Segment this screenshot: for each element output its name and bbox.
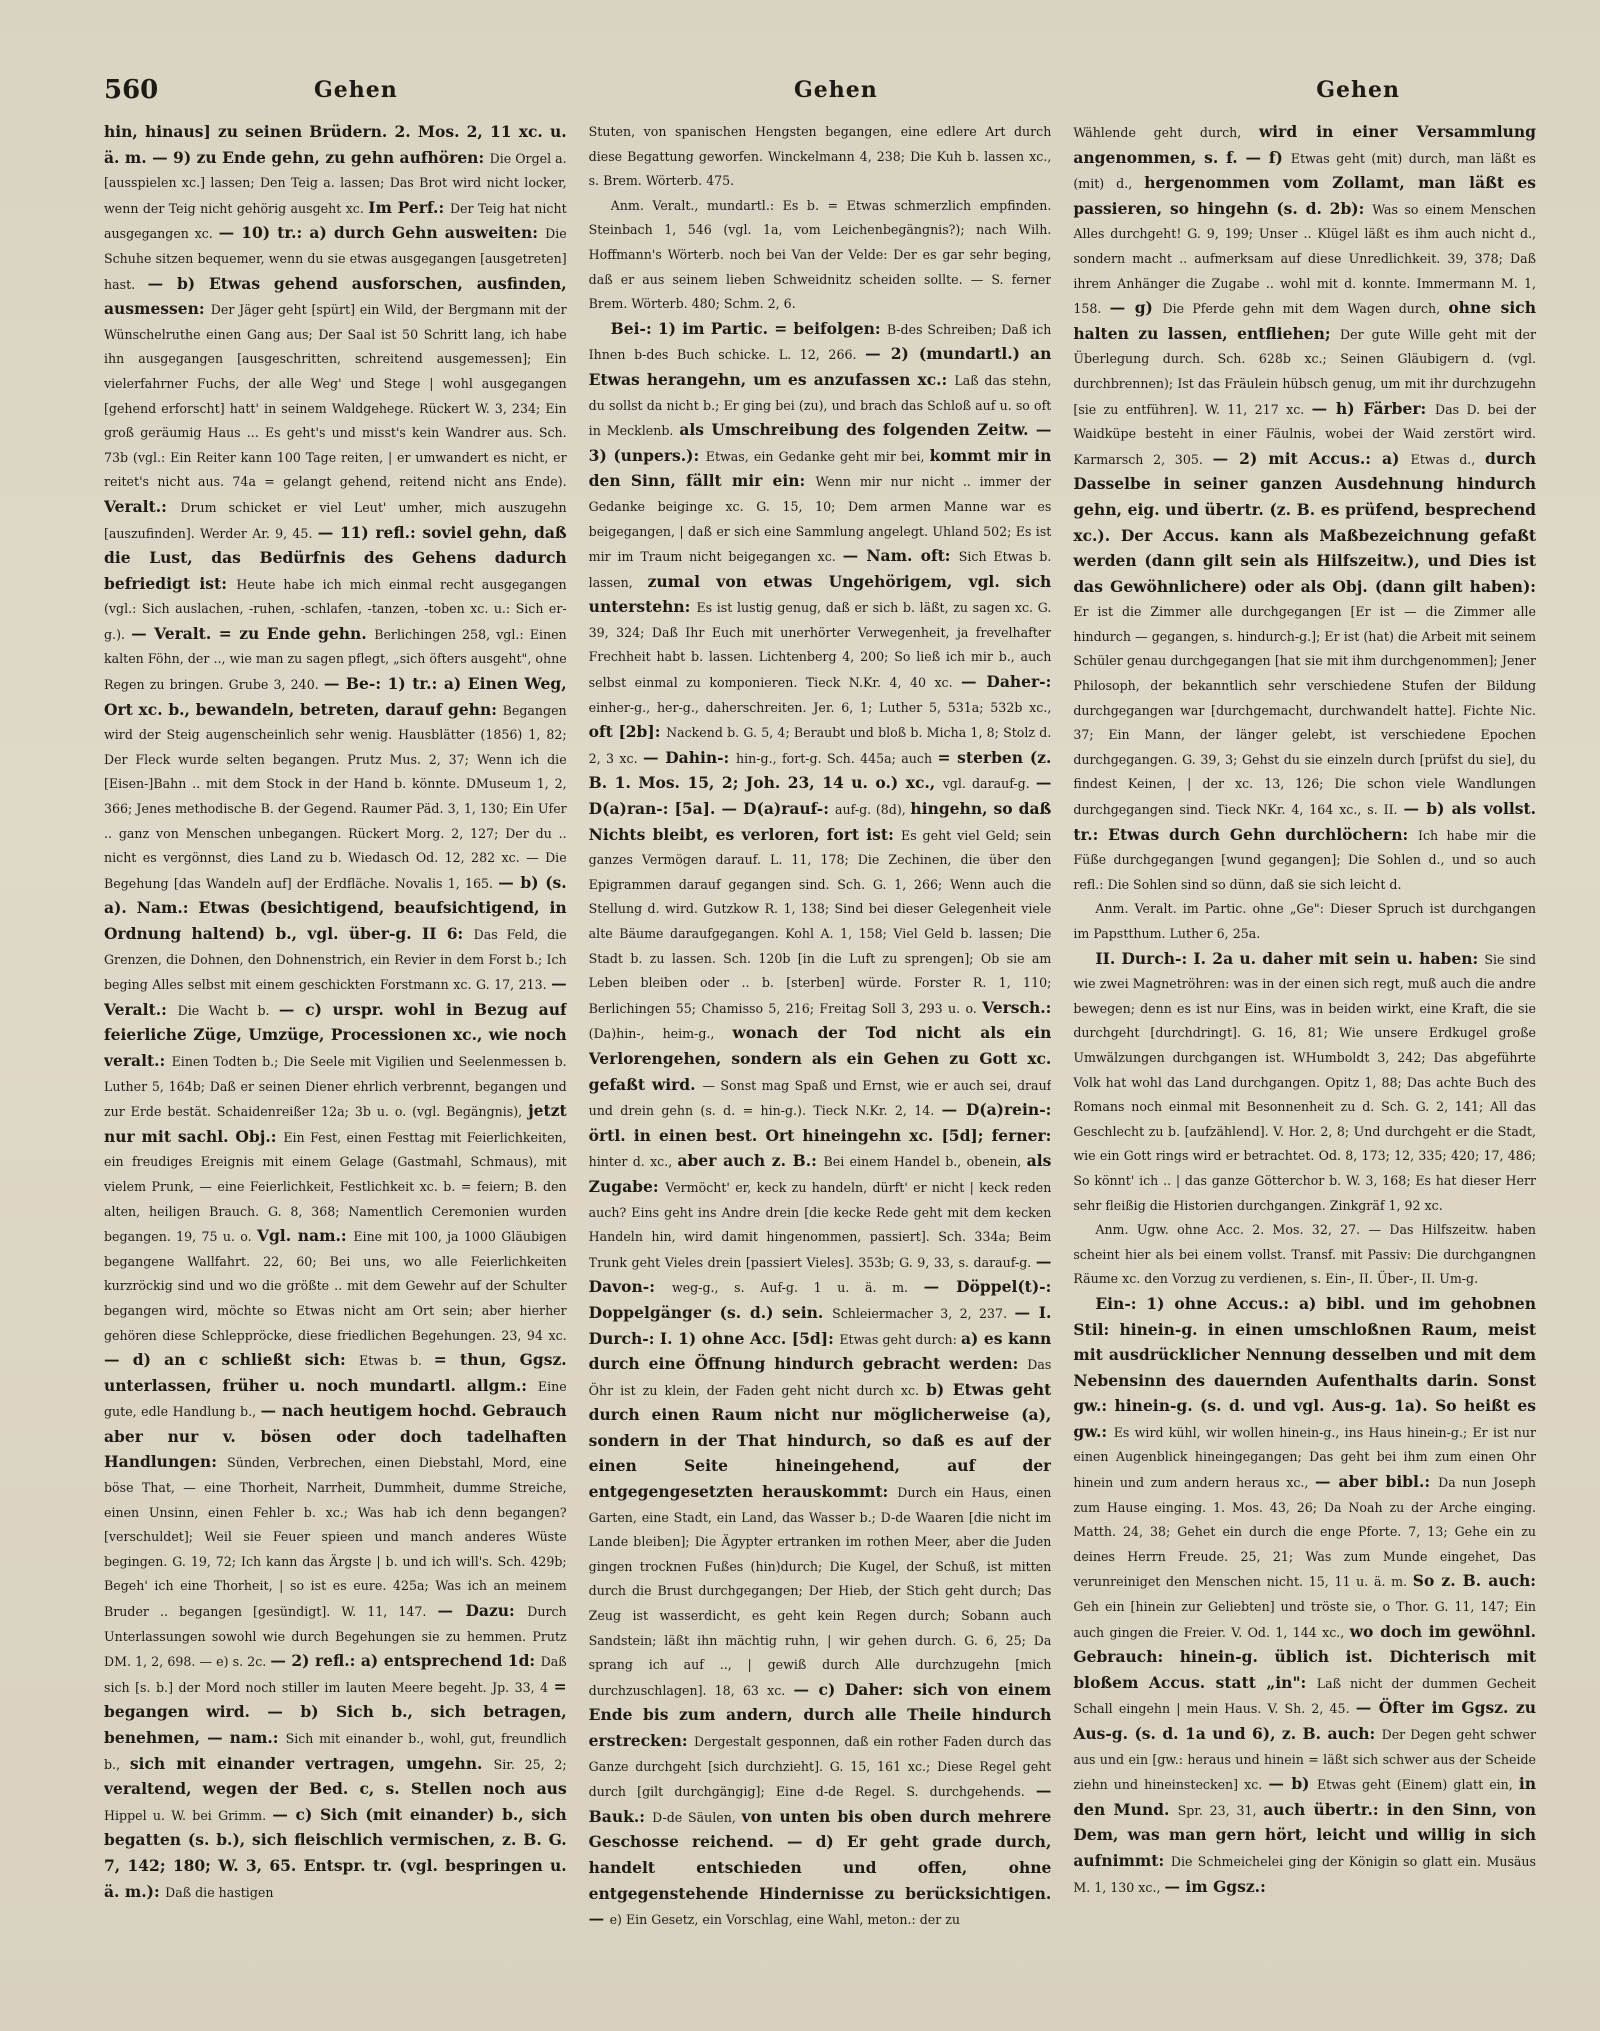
definition-text: Vgl. nam.: (256, 1226, 354, 1246)
definition-text: — Daher-: (961, 672, 1052, 692)
page-number: 560 (104, 75, 159, 105)
citation-text: Was so einem Menschen Alles durchgeht! G. 9, 199; Unser .. Klügel läßt es ihm auch nicht d., sondern macht .. aufmerksam auf diese Unredlichkeit. 39, 378; Daß ihrem Anhänger die Zugabe .. wohl mit d. konnte. Immermann M. 1, 158. (1073, 201, 1537, 317)
definition-text: — 2) refl.: a) entsprechend 1d: (270, 1651, 541, 1671)
citation-text: Der Teig hat nicht ausgegangen xc. (104, 200, 567, 242)
definition-text: jetzt nur mit sachl. Obj.: (104, 1101, 567, 1146)
definition-text: — 11) refl.: soviel gehn, daß die Lust, das Bedürfnis des Gehens dadurch befriedigt ist: (104, 522, 567, 593)
citation-text: B-des Schreiben; Daß ich Ihnen b-des Buch schicke. L. 12, 266. (588, 321, 1052, 363)
citation-text: Laß nicht der dummen Gecheit Schall eingehn | mein Haus. V. Sh. 2, 45. (1073, 1675, 1536, 1717)
definition-text: Im Perf.: (368, 197, 450, 217)
citation-text: Ein Fest, einen Festtag mit Feierlichkeiten, ein freudiges Ereignis mit einem Gelage (Gastmahl, Schmaus), mit vielem Prunk, — eine Feierlichkeit, Festlichkeit xc. b. = feiern; B. den alten, heiligen Brauch. G. 8, 368; Namentlich Ceremonien wurden begangen. 19, 75 u. o. (104, 1129, 567, 1245)
definition-text: — Dahin-: (642, 747, 737, 767)
citation-text: hin-g., fort-g. Sch. 445a; auch (736, 750, 938, 766)
citation-text: Sünden, Verbrechen, einen Diebstahl, Mord, eine böse That, — eine Thorheit, Narrheit, Dummheit, dumme Streiche, einen Unsinn, einen Fehler b. xc.; Was hab ich denn begangen? [verschuldet]; Weil sie Feuer spieen und manch anderes Wüste begingen. G. 19, 72; Ich kann das Ärgste | b. und ich will's. Sch. 429b; Begeh' ich eine Thorheit, | so ist es eure. 425a; Was ich an meinem Bruder .. begangen [gesündigt]. W. 11, 147. (104, 1455, 567, 1620)
column-2 (589, 120, 1052, 2010)
definition-text: — I. Durch-: I. 1) ohne Acc. [5d]: (588, 1302, 1052, 1348)
text-columns (104, 120, 1536, 2010)
definition-text: a) es kann durch eine Öffnung hindurch gebracht werden: (588, 1328, 1052, 1374)
definition-text: — Veralt. = zu Ende gehn. (131, 623, 375, 643)
definition-text: sich mit einander vertragen, umgehn. (129, 1753, 494, 1773)
citation-text: Laß das stehn, du sollst da nicht b.; Er ging bei (zu), und brach das Schloß auf u. so oft in Mecklenb. (588, 372, 1052, 439)
definition-text: Veralt.: (104, 496, 181, 516)
citation-text: Etwas geht (mit) durch, man läßt es (mit) d., (1073, 150, 1537, 192)
citation-text: Das Öhr ist zu klein, der Faden geht nicht durch xc. (588, 1357, 1052, 1398)
citation-text: Etwas geht durch: (839, 1331, 961, 1347)
definition-text: — h) Färber: (1311, 398, 1436, 418)
definition-text: = begangen wird. — b) Sich b., sich betragen, benehmen, — nam.: (104, 1676, 567, 1747)
citation-text: Die Pferde gehn mit dem Wagen durch, (1162, 301, 1449, 317)
citation-text: Etwas d., (1410, 451, 1486, 467)
citation-text: Es ist lustig genug, daß er sich b. läßt, zu sagen xc. G. 39, 324; Daß Ihr Euch mit unerhörter Verwegenheit, ja frevelhafter Frechheit habt b. lassen. Lichtenberg 4, 200; So ließ ich mir b., auch selbst einmal zu komponieren. Tieck N.Kr. 4, 40 xc. (588, 600, 1052, 691)
definition-text: veraltend, wegen der Bed. c, s. Stellen noch aus (104, 1779, 567, 1799)
citation-text: Ich habe mir die Füße durchgegangen [wund gegangen]; Die Sohlen d., und so auch refl.: Die Sohlen sind so dünn, daß sie sich leicht d. (1073, 827, 1537, 892)
citation-text: Eine mit 100, ja 1000 Gläubigen begangene Wallfahrt. 22, 60; Bei uns, wo alle Feierlichkeiten kurzröckig sind und wo die größte .. mit dem Gewehr auf der Schulter begangen wird, möchte so Etwas nicht am Ort sein; aber hierher gehören diese Schleppröcke, diese friedlichen Begehungen. 23, 94 xc. (104, 1229, 567, 1343)
definition-text: — b) als vollst. tr.: Etwas durch Gehn durchlöchern: (1073, 799, 1537, 844)
definition-text: — 2) (mundartl.) an Etwas herangehn, um es anzufassen xc.: (588, 344, 1052, 389)
citation-text: Schleiermacher 3, 2, 237. (832, 1305, 1015, 1321)
citation-text: Wenn mir nur nicht .. immer der Gedanke beiginge xc. G. 15, 10; Dem armen Manne war es beigegangen, | daß er sich eine Sammlung angelegt. Uhland 502; Es ist mir im Traum nicht beigegangen xc. (588, 474, 1052, 565)
definition-text: von unten bis oben durch mehrere Geschosse reichend. — d) Er geht grade durch, handelt entschieden und offen, ohne entgegenstehende Hindernisse zu berücksichtigen. — (588, 1806, 1052, 1929)
definition-text: wonach der Tod nicht als ein Verlorengehen, sondern als ein Gehen zu Gott xc. gefaßt wird. (588, 1023, 1052, 1094)
citation-text: Geh ein [hinein zur Geliebten] und tröste sie, o Thor. G. 11, 147; Ein auch gingen die Freier. V. Od. 1, 144 xc., (1073, 1599, 1537, 1640)
citation-text: Dergestalt gesponnen, daß ein rother Faden durch das Ganze durchgeht [sich durchzieht]. G. 15, 161 xc.; Diese Regel geht durch [gilt durchgängig]; Eine d-de Regel. S. durchgehends. (588, 1734, 1052, 1800)
definition-text: — c) Sich (mit einander) b., sich begatten (s. b.), sich fleischlich vermischen, z. B. G. 7, 142; 180; W. 3, 65. Entspr. tr. (vgl. bespringen u. ä. m.): (104, 1804, 567, 1901)
citation-text: Daß die hastigen (165, 1884, 274, 1900)
citation-text: Der Jäger geht [spürt] ein Wild, der Bergmann mit der Wünschelruthe einen Gang aus; Der Saal ist 50 Schritt lang, ich habe ihn ausgegangen [ausgeschritten, schreitend ausgemessen]; Ein vielerfahrner Fuchs, der alle Weg' und Stege | wohl ausgegangen [gehend erforscht] hatt' in seinem Waldgehege. Rückert W. 3, 234; Ein groß geräumig Haus ... Es geht's und misst's kein Wandrer aus. Sch. 73b (vgl.: Ein Reiter kann 100 Tage reiten, | er umwandert es nicht, er reitet's nicht aus. 74a = gelangt gehend, reitend nicht ans Ende). (104, 302, 567, 490)
definition-text: — 2) mit Accus.: a) (1212, 448, 1411, 468)
definition-text: als Umschreibung des folgenden Zeitw. — 3) (unpers.): (588, 420, 1052, 465)
paragraph (589, 120, 1052, 194)
citation-text: vgl. darauf-g. (942, 776, 1036, 792)
paragraph (589, 317, 1052, 1933)
citation-text: Durch ein Haus, einen Garten, eine Stadt, ein Land, das Wasser b.; D-de Waaren [die nicht im Lande bleiben]; Die Ägypter ertranken im rothen Meer, aber die Juden gingen trocknen Fußes (hin)durch; Die Kugel, der Schuß, ist mitten durch die Brust durchgegangen; Der Hieb, der Stich geht durch; Das Zeug ist wasserdicht, es geht kein Regen durch; Sobann auch Sandstein; läßt ihn mächtig ruhn, | wir gehen durch. G. 6, 25; Da sprang ich auf .., | gewiß durch Alle durchzugehn [mich durchzuschlagen]. 18, 63 xc. (588, 1485, 1052, 1698)
citation-text: Nackend b. G. 5, 4; Beraubt und bloß b. Micha 1, 8; Stolz d. 2, 3 xc. (588, 725, 1052, 766)
citation-text: (Da)hin-, heim-g., (588, 1026, 733, 1042)
citation-text: Daß sich [s. b.] der Mord noch stiller im lauten Meere begeht. Jp. 33, 4 (104, 1654, 567, 1695)
definition-text: = sterben (z. B. 1. Mos. 15, 2; Joh. 23, 14 u. o.) xc., (588, 747, 1052, 793)
citation-text: Etwas, ein Gedanke geht mir bei, (705, 448, 930, 464)
definition-text: — Nam. oft: (842, 546, 959, 566)
citation-text: Spr. 23, 31, (1177, 1802, 1264, 1818)
definition-text: — im Ggsz.: (1164, 1876, 1266, 1896)
paragraph (104, 120, 567, 1905)
citation-text: Die Orgel a. [ausspielen xc.] lassen; Den Teig a. lassen; Das Brot wird nicht locker, wenn der Teig nicht gehörig ausgeht xc. (104, 150, 567, 216)
definition-text: — Bauk.: (588, 1781, 1052, 1826)
definition-text: hin, hinaus] zu seinen Brüdern. 2. Mos. 2, 11 xc. u. ä. m. — 9) zu Ende gehn, zu gehn aufhören: (104, 122, 567, 167)
citation-text: Sich mit einander b., wohl, gut, freundlich b., (104, 1731, 567, 1772)
citation-text: Sich Etwas b. lassen, (588, 549, 1052, 590)
citation-text: Der gute Wille geht mit der Überlegung durch. Sch. 628b xc.; Seinen Gläubigern d. (vgl. durchbrennen); Ist das Fräulein hübsch genug, um mit ihr durchzugehn [sie zu entführen]. W. 11, 217 xc. (1073, 326, 1537, 417)
definition-text: — Dazu: (437, 1601, 528, 1621)
definition-text: aber auch z. B.: (677, 1151, 824, 1171)
definition-text: wo doch im gewöhnl. Gebrauch: hinein-g. üblich ist. Dichterisch mit bloßem Accus. statt „in": (1073, 1621, 1537, 1692)
citation-text: Einen Todten b.; Die Seele mit Vigilien und Seelenmessen b. Luther 5, 164b; Daß er seinen Diener ehrlich verbrennt, begangen und zur Erde bestät. Schaidenreißer 12a; 3b u. o. (vgl. Begängnis), (104, 1053, 567, 1120)
citation-text: Vermöcht' er, keck zu handeln, dürft' er nicht | keck reden auch? Eins geht ins Andre drein [die kecke Rede geht mit dem kecken Handeln hin, wird damit hingenommen, passiert]. Sch. 334a; Beim Trunk geht Vieles drein [passiert Vieles]. 353b; G. 9, 33, s. darauf-g. (588, 1179, 1052, 1270)
definition-text: — 10) tr.: a) durch Gehn ausweiten: (218, 223, 546, 243)
citation-text: Anm. Veralt. im Partic. ohne „Ge": Dieser Spruch ist durchgangen im Papstthum. Luther 6, 25a. (1073, 901, 1537, 941)
definition-text: — Davon-: (588, 1251, 1052, 1297)
citation-text: Es geht viel Geld; sein ganzes Vermögen darauf. L. 11, 178; Die Zechinen, die über den Epigrammen darauf gegangen sind. Sch. G. 1, 266; Wenn auch die Stellung d. wird. Gutzkow R. 1, 138; Sind bei dieser Gelegenheit viele alte Bäume daraufgegangen. Kohl A. 1, 158; Viel Geld b. lassen; Die Stadt b. zu lassen. Sch. 120b [in die Luft zu sprengen]; Ob sie am Leben bleiben oder .. b. [sterben] würde. Forster R. 1, 110; Berlichingen 55; Chamisso 5, 216; Freitag Soll 3, 293 u. o. (588, 827, 1052, 1016)
paragraph (1073, 120, 1536, 897)
citation-text: — Sonst mag Spaß und Ernst, wie er auch sei, drauf und drein gehn (s. d. = hin-g.). Tieck N.Kr. 2, 14. (588, 1077, 1052, 1119)
definition-text: Bei-: 1) im Partic. = beifolgen: (610, 318, 887, 338)
citation-text: auf-g. (8d), (835, 802, 911, 818)
running-head-center: Gehen (794, 77, 878, 103)
citation-text: Drum schicket er viel Leut' umher, mich auszugehn [auszufinden]. Werder Ar. 9, 45. (104, 499, 567, 541)
definition-text: zumal von etwas Ungehörigem, vgl. sich unterstehn: (588, 571, 1052, 617)
definition-text: — D(a)rein-: örtl. in einen best. Ort hineingehn xc. [5d]; ferner: (588, 1100, 1052, 1145)
citation-text: Anm. Ugw. ohne Acc. 2. Mos. 32, 27. — Das Hilfszeitw. haben scheint hier als bei einem vollst. Transf. mit Passiv: Die durchgangnen Räume xc. den Vorzug zu verdienen, s. Ein-, II. Über-, II. Um-g. (1073, 1222, 1537, 1287)
definition-text: ohne sich halten zu lassen, entfliehen; (1073, 298, 1537, 343)
definition-text: durch Dasselbe in seiner ganzen Ausdehnung hindurch gehn, eig. und übertr. (z. B. es prüfend, besprechend xc.). Der Accus. kann als Maßbezeichnung gefaßt werden (dann gilt sein als Hilfszeitw.), und Dies ist das Gewöhnlichere) oder als Obj. (dann gilt haben): (1073, 448, 1537, 596)
column-3 (1073, 120, 1536, 2010)
definition-text: b) Etwas geht durch einen Raum nicht nur möglicherweise (a), sondern in der That hindurch, so daß es auf der einen Seite hineingehend, auf der entgegengesetzten herauskommt: (588, 1379, 1052, 1502)
definition-text: — nach heutigem hochd. Gebrauch aber nur v. bösen oder doch tadelhaften Handlungen: (104, 1401, 567, 1472)
citation-text: Wählende geht durch, (1073, 125, 1259, 140)
definition-text: — b) (1268, 1774, 1317, 1794)
running-head-left: Gehen (314, 77, 398, 103)
page-header (104, 70, 1520, 110)
citation-text: Die Schmeichelei ging der Königin so glatt ein. Musäus M. 1, 130 xc., (1073, 1853, 1537, 1895)
citation-text: Berlichingen 258, vgl.: Einen kalten Föhn, der .., wie man zu sagen pflegt, „sich öfters ausgeht", ohne Regen zu bringen. Grube 3, 240. (104, 626, 567, 693)
definition-text: oft [2b]: (588, 722, 667, 742)
citation-text: e) Ein Gesetz, ein Vorschlag, eine Wahl, meton.: der zu (609, 1912, 961, 1928)
definition-text: — aber bibl.: (1315, 1472, 1439, 1492)
paragraph (1073, 947, 1536, 1219)
citation-text: Sie sind wie zwei Magnetröhren: was in der einen sich regt, muß auch die andre bewegen; denn es ist nur Eins, was in beiden wirkt, eine Kraft, die sie durchgeht [durchdringt]. G. 16, 81; Wie unsere Erdkugel große Umwälzungen durchgangen ist. WHumboldt 3, 242; Das abgeführte Volk hat wohl das Land durchgangen. Opitz 1, 88; Das achte Buch des Romans noch einmal mit Besonnenheit zu d. Sch. G. 2, 141; All das Geschlecht zu b. [aufzählend]. V. Hor. 2, 8; Und durchgeht er die Stadt, wie ein Gott rings wird er betrachtet. Od. 8, 173; 12, 335; 420; 17, 486; So könnt' ich .. | das ganze Götterchor b. W. 3, 168; Es hat dieser Herr sehr fleißig die Historien durchgangen. Zinkgräf 1, 92 xc. (1073, 951, 1537, 1213)
definition-text: kommt mir in den Sinn, fällt mir ein: (588, 445, 1052, 491)
definition-text: — Döppel(t)-: Doppelgänger (s. d.) sein. (588, 1277, 1052, 1322)
definition-text: — c) Daher: sich von einem Ende bis zum andern, durch alle Theile hindurch erstrecken: (588, 1679, 1052, 1750)
citation-text: Da nun Joseph zum Hause einging. 1. Mos. 43, 26; Da Noah zu der Arche einging. Matth. 24, 38; Gehet ein durch die enge Pforte. 7, 13; Gehe ein zu deines Herrn Freude. 25, 21; Was zum Munde eingehet, Das verunreiniget den Menschen nicht. 15, 11 u. ä. m. (1073, 1475, 1537, 1590)
citation-text: Durch Unterlassungen sowohl wie durch Begehungen sie zu hemmen. Prutz DM. 1, 2, 698. — e) s. 2c. (104, 1604, 567, 1670)
definition-text: — b) (s. a). Nam.: Etwas (besichtigend, beaufsichtigend, in Ordnung haltend) b., vgl. über-g. II 6: (104, 872, 567, 943)
definition-text: in den Mund. (1073, 1774, 1537, 1819)
citation-text: Etwas geht (Einem) glatt ein, (1316, 1777, 1519, 1793)
definition-text: hingehn, so daß Nichts bleibt, es verloren, fort ist: (588, 799, 1052, 844)
citation-text: Sir. 25, 2; (493, 1756, 567, 1772)
definition-text: Ein-: 1) ohne Accus.: a) bibl. und im gehobnen Stil: hinein-g. in einen umschloßnen Raum, meist mit ausdrücklicher Nennung desselben und mit dem Nebensinn des dauernden Aufenthalts darin. Sonst gw.: hinein-g. (s. d. und vgl. Aus-g. 1a). So heißt es gw.: (1073, 1293, 1537, 1441)
definition-text: — g) (1109, 298, 1163, 318)
citation-text: Bei einem Handel b., obenein, (823, 1154, 1027, 1170)
definition-text: wird in einer Versammlung angenommen, s. f. — f) (1073, 122, 1536, 167)
citation-text: Der Degen geht schwer aus und ein [gw.: heraus und hinein = läßt sich schwer aus der Scheide ziehn und hineinstecken] xc. (1073, 1727, 1537, 1793)
definition-text: So z. B. auch: (1412, 1571, 1536, 1591)
paragraph (1073, 1292, 1536, 1900)
definition-text: — Öfter im Ggsz. zu Aus-g. (s. d. 1a und 6), z. B. auch: (1073, 1698, 1537, 1743)
definition-text: hergenommen vom Zollamt, man läßt es passieren, so hingehn (s. d. 2b): (1073, 173, 1537, 218)
citation-text: Begangen wird der Steig augenscheinlich sehr wenig. Hausblätter (1856) 1, 82; Der Fleck wurde selten begangen. Prutz Mus. 2, 37; Wenn ich die [Eisen-]Bahn .. mit dem Stock in der Hand b. könnte. DMuseum 1, 2, 366; Jenes methodische B. der Gegend. Raumer Päd. 3, 1, 130; Ein Ufer .. ganz von Menschen unbegangen. Rückert Morg. 2, 127; Der du .. nicht es vergönnst, dies Land zu b. Wiedasch Od. 12, 282 xc. — Die Begehung [das Wandeln auf] der Erdfläche. Novalis 1, 165. (104, 702, 567, 891)
definition-text: II. Durch-: I. 2a u. daher mit sein u. haben: (1095, 948, 1485, 968)
citation-text: D-de Säulen, (652, 1809, 742, 1825)
running-head-right: Gehen (1316, 77, 1400, 103)
definition-text: — d) an c schließt sich: (104, 1350, 359, 1370)
column-1 (104, 120, 567, 2010)
definition-text: — Be-: 1) tr.: a) Einen Weg, Ort xc. b., bewandeln, betreten, darauf gehn: (104, 674, 567, 719)
citation-text: hinter d. xc., (588, 1154, 678, 1170)
citation-text: Hippel u. W. bei Grimm. (104, 1807, 273, 1823)
definition-text: — D(a)ran-: [5a]. — D(a)rauf-: (588, 773, 1052, 819)
citation-text: Er ist die Zimmer alle durchgegangen [Er ist — die Zimmer alle hindurch — gegangen, s. hindurch-g.]; Er ist (hat) die Arbeit mit seinem Schüler genau durchgegangen [hat sie mit ihm durchgenommen]; Jener Philosoph, der bekanntlich sehr verschiedene Stufen der Bildung durchgegangen war [durchgemacht, durchwandelt hatte]. Fichte Nic. 37; Ein Mann, der länger gelebt, ist verschiedene Epochen durchgegangen. G. 39, 3; Gehst du sie einzeln durch [prüfst du sie], du findest Keinen, | der xc. 13, 126; Die schon viele Wandlungen durchgegangen sind. Tieck NKr. 4, 164 xc., s. II. (1073, 604, 1537, 818)
definition-text: auch übertr.: in den Sinn, von Dem, was man gern hört, leicht und willig in sich aufnimmt: (1073, 1799, 1537, 1870)
paragraph (589, 194, 1052, 317)
paragraph (1073, 1218, 1536, 1292)
definition-text: Versch.: (982, 997, 1052, 1017)
definition-text: — Veralt.: (104, 974, 567, 1019)
citation-text: Heute habe ich mich einmal recht ausgegangen (vgl.: Sich auslachen, -ruhen, -schlafen, -tanzen, -toben xc. u.: Sich er-g.). (104, 576, 567, 642)
citation-text: Das Feld, die Grenzen, die Dohnen, den Dohnenstrich, ein Revier in dem Forst b.; Ich beging Alles selbst mit einem geschickten Forstmann xc. G. 17, 213. (104, 927, 567, 993)
citation-text: einher-g., her-g., daherschreiten. Jer. 6, 1; Luther 5, 531a; 532b xc., (588, 699, 1052, 715)
citation-text: Anm. Veralt., mundartl.: Es b. = Etwas schmerzlich empfinden. Steinbach 1, 546 (vgl. 1a, vom Leichenbegängnis?); nach Wilh. Hoffmann's Wörterb. noch bei Van der Velde: Der es gar sehr beging, daß er aus seinem lieben Schweidnitz scheiden sollte. — S. ferner Brem. Wörterb. 480; Schm. 2, 6. (588, 197, 1052, 312)
definition-text: als Zugabe: (588, 1151, 1052, 1196)
definition-text: — c) urspr. wohl in Bezug auf feierliche Züge, Umzüge, Processionen xc., wie noch veralt.: (104, 999, 567, 1070)
citation-text: Etwas b. (359, 1353, 434, 1369)
definition-text: — b) Etwas gehend ausforschen, ausfinden, ausmessen: (104, 273, 567, 319)
citation-text: Stuten, von spanischen Hengsten begangen, eine edlere Art durch diese Begattung geworfen. Winckelmann 4, 238; Die Kuh b. lassen xc., s. Brem. Wörterb. 475. (588, 124, 1052, 189)
definition-text: = thun, Ggsz. unterlassen, früher u. noch mundartl. allgm.: (104, 1350, 567, 1395)
citation-text: weg-g., s. Auf-g. 1 u. ä. m. (671, 1280, 924, 1296)
citation-text: Eine gute, edle Handlung b., (104, 1378, 567, 1420)
citation-text: Die Schuhe sitzen bequemer, wenn du sie etwas ausgegangen [ausgetreten] hast. (104, 226, 567, 292)
citation-text: Das D. bei der Waidküpe besteht in einer Fäulnis, wobei der Waid zerstört wird. Karmarsch 2, 305. (1073, 401, 1537, 467)
paragraph (1073, 897, 1536, 946)
citation-text: Es wird kühl, wir wollen hinein-g., ins Haus hinein-g.; Er ist nur einen Augenblick hineingegangen; Das geht bei ihm zum einen Ohr hinein und zum andern heraus xc., (1073, 1424, 1537, 1491)
citation-text: Die Wacht b. (177, 1002, 279, 1018)
